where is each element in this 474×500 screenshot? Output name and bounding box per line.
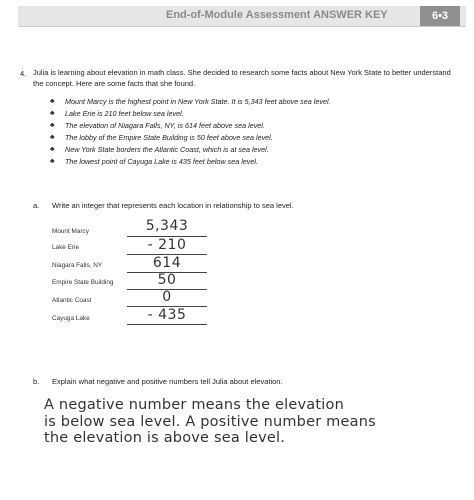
club-bullet-icon: ♣ bbox=[50, 122, 55, 130]
answer-line bbox=[127, 324, 207, 325]
handwritten-answer: 614 bbox=[152, 255, 182, 271]
grade-module-badge: 6•3 bbox=[420, 6, 460, 26]
club-bullet-icon: ♣ bbox=[50, 146, 55, 154]
page-header bbox=[18, 6, 466, 27]
location-label: Cayuga Lake bbox=[52, 315, 90, 322]
explanation-line: A negative number means the elevation bbox=[44, 397, 344, 413]
handwritten-answer: 50 bbox=[157, 272, 177, 288]
part-b-label: b. bbox=[33, 377, 40, 386]
location-label: Empire State Building bbox=[52, 279, 114, 286]
club-bullet-icon: ♣ bbox=[50, 110, 55, 118]
location-label: Atlantic Coast bbox=[52, 297, 92, 304]
location-label: Lake Erie bbox=[52, 244, 79, 251]
part-a-label: a. bbox=[33, 201, 40, 210]
handwritten-explanation bbox=[44, 397, 444, 447]
club-bullet-icon: ♣ bbox=[50, 134, 55, 142]
fact-item: ♣ Mount Marcy is the highest point in New York State. It is 5,343 feet above sea level. bbox=[50, 96, 331, 108]
question-number: 4. bbox=[20, 69, 27, 78]
page-title: End-of-Module Assessment ANSWER KEY bbox=[166, 9, 388, 21]
handwritten-answer: - 210 bbox=[147, 237, 187, 253]
handwritten-answer: 5,343 bbox=[145, 218, 189, 234]
facts-list bbox=[50, 96, 331, 169]
club-bullet-icon: ♣ bbox=[50, 158, 55, 166]
handwritten-answer: - 435 bbox=[147, 307, 187, 323]
part-b-prompt: Explain what negative and positive numbers tell Julia about elevation. bbox=[52, 377, 283, 386]
location-label: Mount Marcy bbox=[52, 228, 89, 235]
fact-item: ♣ The lobby of the Empire State Building is 50 feet above sea level. bbox=[50, 132, 331, 144]
location-label: Niagara Falls, NY bbox=[52, 262, 103, 269]
fact-item: ♣ New York State borders the Atlantic Coast, which is at sea level. bbox=[50, 144, 331, 156]
fact-item: ♣ The elevation of Niagara Falls, NY, is 614 feet above sea level. bbox=[50, 120, 331, 132]
fact-item: ♣ The lowest point of Cayuga Lake is 435 feet below sea level. bbox=[50, 156, 331, 168]
explanation-line: the elevation is above sea level. bbox=[44, 430, 286, 446]
part-a-prompt: Write an integer that represents each location in relationship to sea level. bbox=[52, 201, 294, 210]
question-text: Julia is learning about elevation in math class. She decided to research some facts about New York State to better understand the concept. Here are some facts that she found. bbox=[33, 68, 451, 88]
explanation-line: is below sea level. A positive number means bbox=[44, 413, 376, 430]
club-bullet-icon: ♣ bbox=[50, 98, 55, 105]
handwritten-answer: 0 bbox=[162, 289, 172, 305]
fact-item: ♣ Lake Erie is 210 feet below sea level. bbox=[50, 108, 331, 120]
